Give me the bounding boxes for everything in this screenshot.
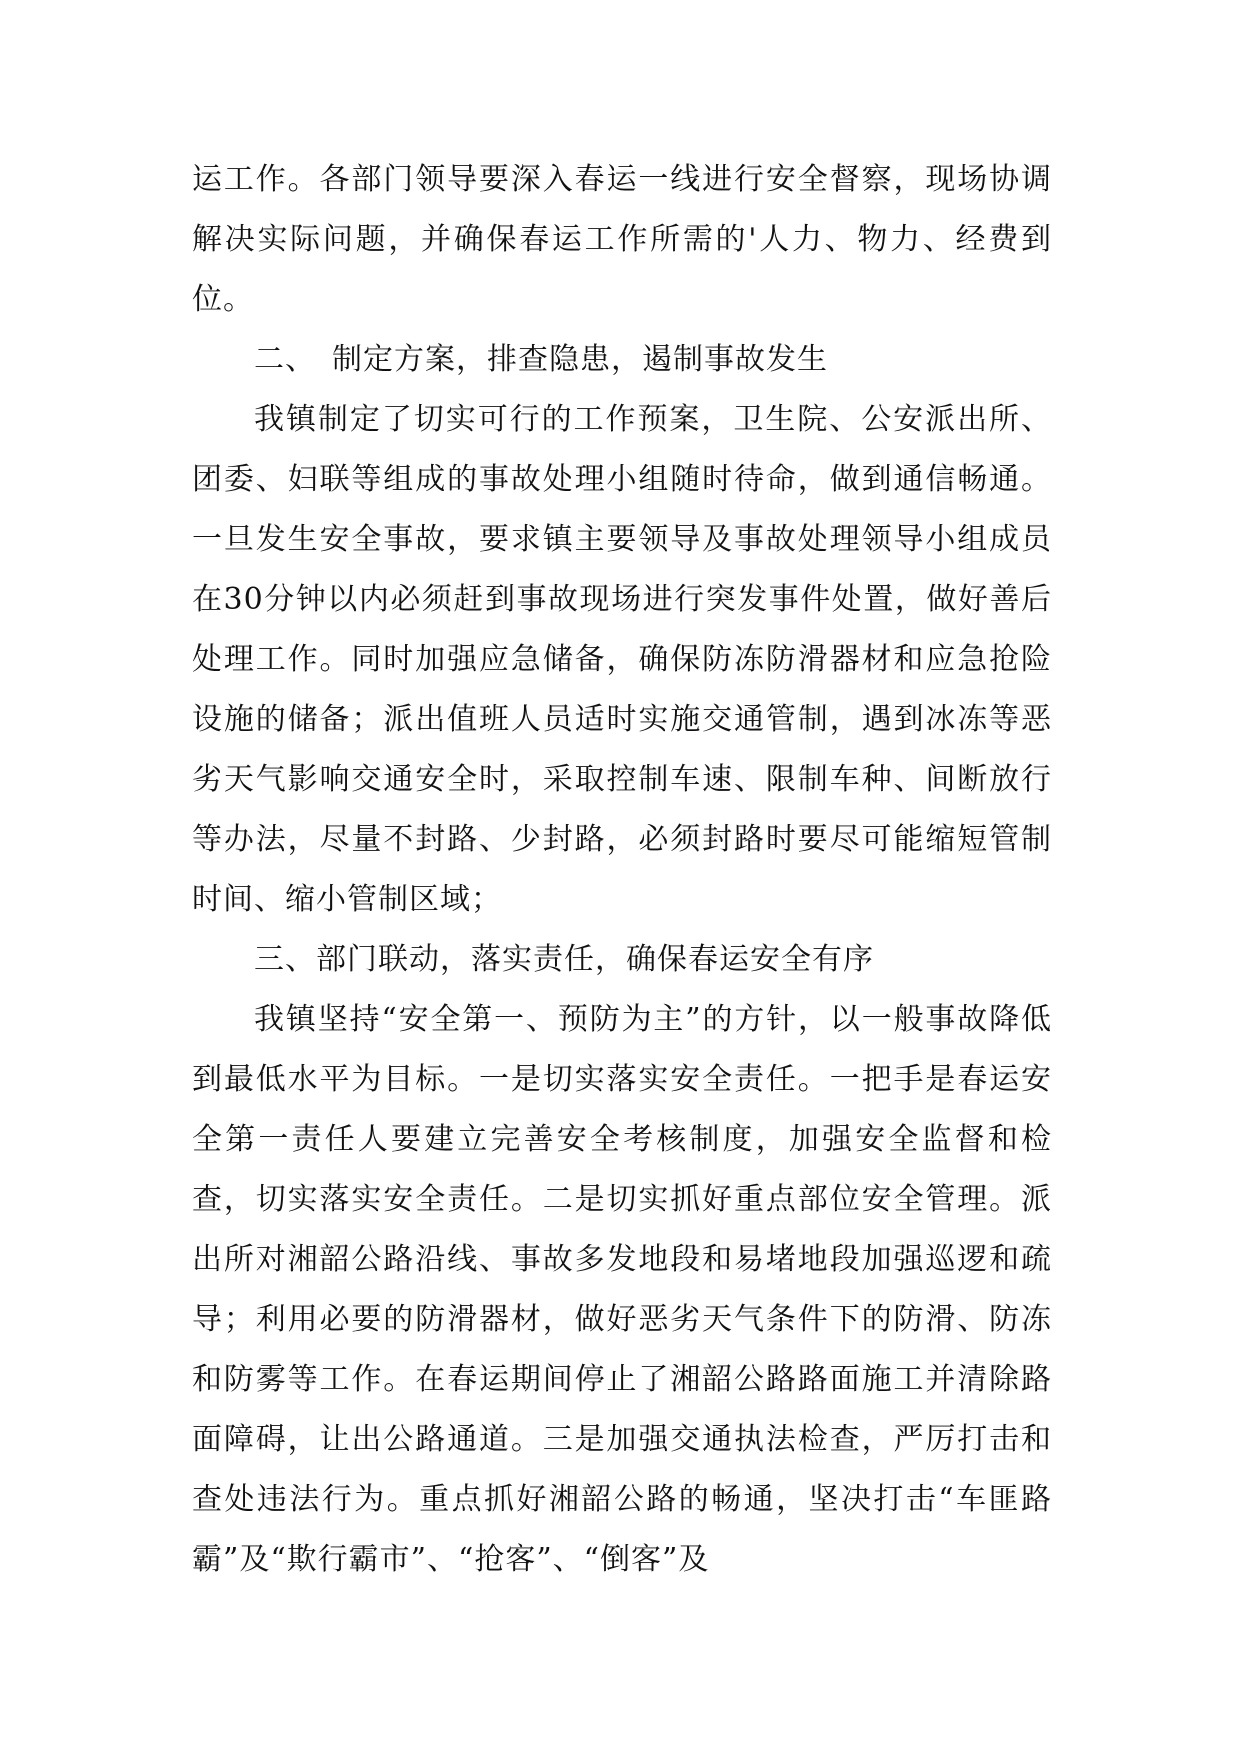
section-heading-2: 二、 制定方案，排查隐患，遏制事故发生 [254, 342, 828, 377]
paragraph-section-3: 我镇坚持“安全第一、预防为主”的方针，以一般事故降低到最低水平为目标。一是切实落实安全责任。一把手是春运安全第一责任人要建立完善安全考核制度，加强安全监督和检查，切实落实安全责任。二是切实抓好重点部位安全管理。派出所对湘韶公路沿线、事故多发地段和易堵地段加强巡逻和疏导；利用必要的防滑器材，做好恶劣天气条件下的防滑、防冻和防雾等工作。在春运期间停止了湘韶公路路面施工并清除路面障碍，让出公路通道。三是加强交通执法检查，严厉打击和查处违法行为。重点抓好湘韶公路的畅通，坚决打击“车匪路霸”及“欺行霸市”、“抢客”、“倒客”及 [192, 1002, 1052, 1577]
document-body [192, 150, 1052, 1590]
section-heading-3: 三、部门联动，落实责任，确保春运安全有序 [254, 942, 874, 977]
paragraph-continuation: 运工作。各部门领导要深入春运一线进行安全督察，现场协调解决实际问题，并确保春运工作所需的'人力、物力、经费到位。 [192, 162, 1052, 317]
paragraph-section-2: 我镇制定了切实可行的工作预案，卫生院、公安派出所、团委、妇联等组成的事故处理小组随时待命，做到通信畅通。一旦发生安全事故，要求镇主要领导及事故处理领导小组成员在30分钟以内必须赶到事故现场进行突发事件处置，做好善后处理工作。同时加强应急储备，确保防冻防滑器材和应急抢险设施的储备；派出值班人员适时实施交通管制，遇到冰冻等恶劣天气影响交通安全时，采取控制车速、限制车种、间断放行等办法，尽量不封路、少封路，必须封路时要尽可能缩短管制时间、缩小管制区域； [192, 402, 1052, 917]
